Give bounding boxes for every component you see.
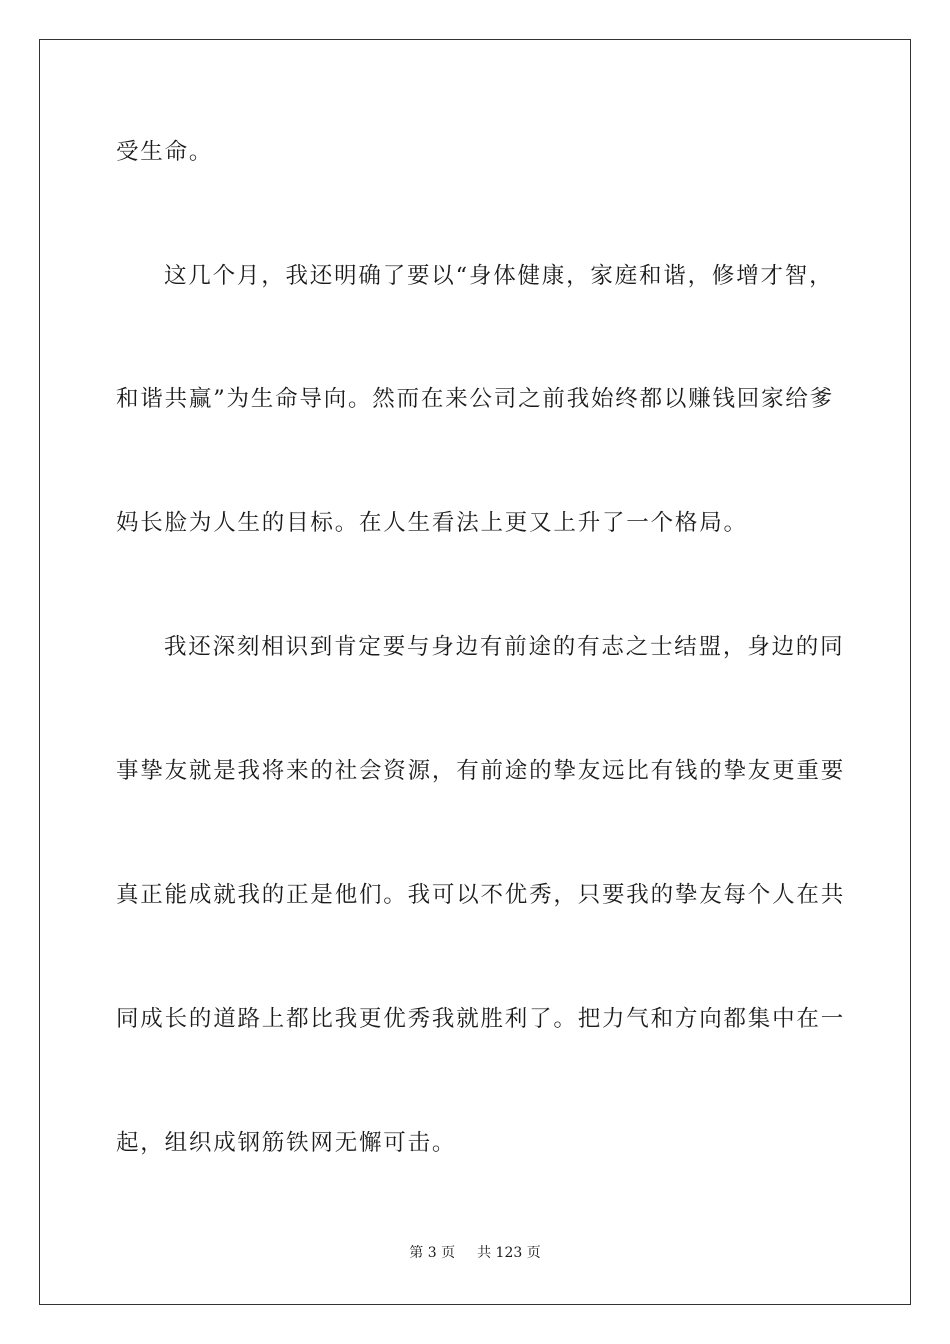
text-line-4: 妈长脸为人生的目标。在人生看法上更又上升了一个格局。 <box>116 510 748 536</box>
page-total: 共 123 页 <box>477 1245 541 1261</box>
text-line-6: 事挚友就是我将来的社会资源，有前途的挚友远比有钱的挚友更重要 <box>116 758 846 784</box>
page-footer <box>0 1244 950 1262</box>
page-border <box>39 39 911 1305</box>
text-line-5: 我还深刻相识到肯定要与身边有前途的有志之士结盟，身边的同 <box>164 634 845 660</box>
text-line-3: 和谐共赢”为生命导向。然而在来公司之前我始终都以赚钱回家给爹 <box>116 386 835 412</box>
page-number: 第 3 页 <box>409 1245 456 1261</box>
text-line-8: 同成长的道路上都比我更优秀我就胜利了。把力气和方向都集中在一 <box>116 1006 846 1032</box>
text-line-1: 受生命。 <box>116 139 214 165</box>
text-line-2: 这几个月，我还明确了要以“身体健康，家庭和谐，修增才智， <box>164 263 834 289</box>
text-line-7: 真正能成就我的正是他们。我可以不优秀，只要我的挚友每个人在共 <box>116 882 846 908</box>
text-line-9: 起，组织成钢筋铁网无懈可击。 <box>116 1130 457 1156</box>
